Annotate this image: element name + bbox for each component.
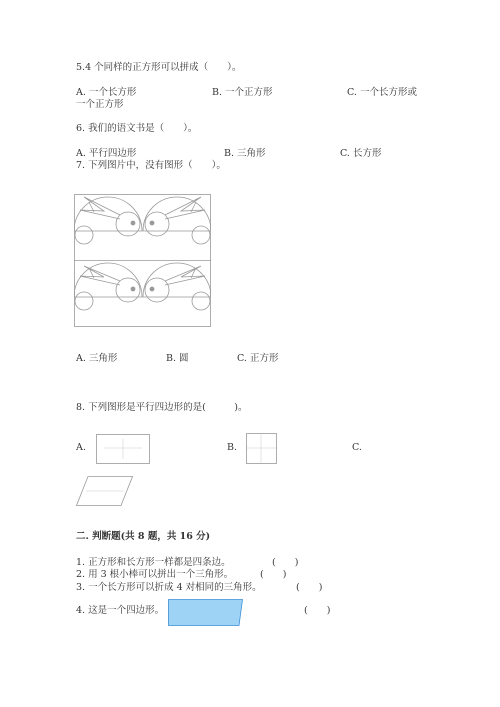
q6-option-c[interactable]: C. 长方形 <box>340 148 382 159</box>
q8-figure-a-rectangle <box>96 434 150 464</box>
q5-option-c-continued: 一个正方形 <box>76 99 124 110</box>
q6-stem: 6. 我们的语文书是（ ）。 <box>76 123 198 134</box>
q8-stem: 8. 下列图形是平行四边形的是( )。 <box>76 402 248 413</box>
q6-option-a[interactable]: A. 平行四边形 <box>76 148 137 159</box>
q5-option-b[interactable]: B. 一个正方形 <box>212 87 273 98</box>
q7-stem: 7. 下列图片中，没有图形（ ）。 <box>76 160 226 171</box>
judge-item-4-answer[interactable]: ( ) <box>304 605 331 616</box>
judge-item-4-figure-quadrilateral <box>168 599 243 626</box>
q8-label-b[interactable]: B. <box>227 442 238 453</box>
q5-stem: 5.4 个同样的正方形可以拼成（ ）。 <box>76 62 242 73</box>
judge-item-4-text: 4. 这是一个四边形。 <box>76 605 165 616</box>
judge-item-2-answer[interactable]: ( ) <box>260 569 287 580</box>
q8-label-c[interactable]: C. <box>352 442 362 453</box>
judge-item-1-answer[interactable]: ( ) <box>272 557 299 568</box>
q7-option-a[interactable]: A. 三角形 <box>76 353 118 364</box>
q6-option-b[interactable]: B. 三角形 <box>224 148 266 159</box>
judge-item-3-answer[interactable]: ( ) <box>296 582 323 593</box>
section-2-title: 二. 判断题(共 8 题，共 16 分) <box>76 531 211 542</box>
q5-option-c[interactable]: C. 一个长方形或 <box>347 87 417 98</box>
q7-option-b[interactable]: B. 圆 <box>166 353 189 364</box>
judge-item-3-text: 3. 一个长方形可以折成 4 对相同的三角形。 <box>76 582 262 593</box>
judge-item-2-text: 2. 用 3 根小棒可以拼出一个三角形。 <box>76 569 234 580</box>
q7-figure-rabbits <box>74 194 211 327</box>
judge-item-1-text: 1. 正方形和长方形一样都是四条边。 <box>76 557 231 568</box>
q8-figure-b-square <box>246 433 277 464</box>
q5-option-a[interactable]: A. 一个长方形 <box>76 87 137 98</box>
q8-figure-c-parallelogram <box>76 476 133 506</box>
q7-option-c[interactable]: C. 正方形 <box>237 353 279 364</box>
q8-label-a[interactable]: A. <box>76 442 86 453</box>
